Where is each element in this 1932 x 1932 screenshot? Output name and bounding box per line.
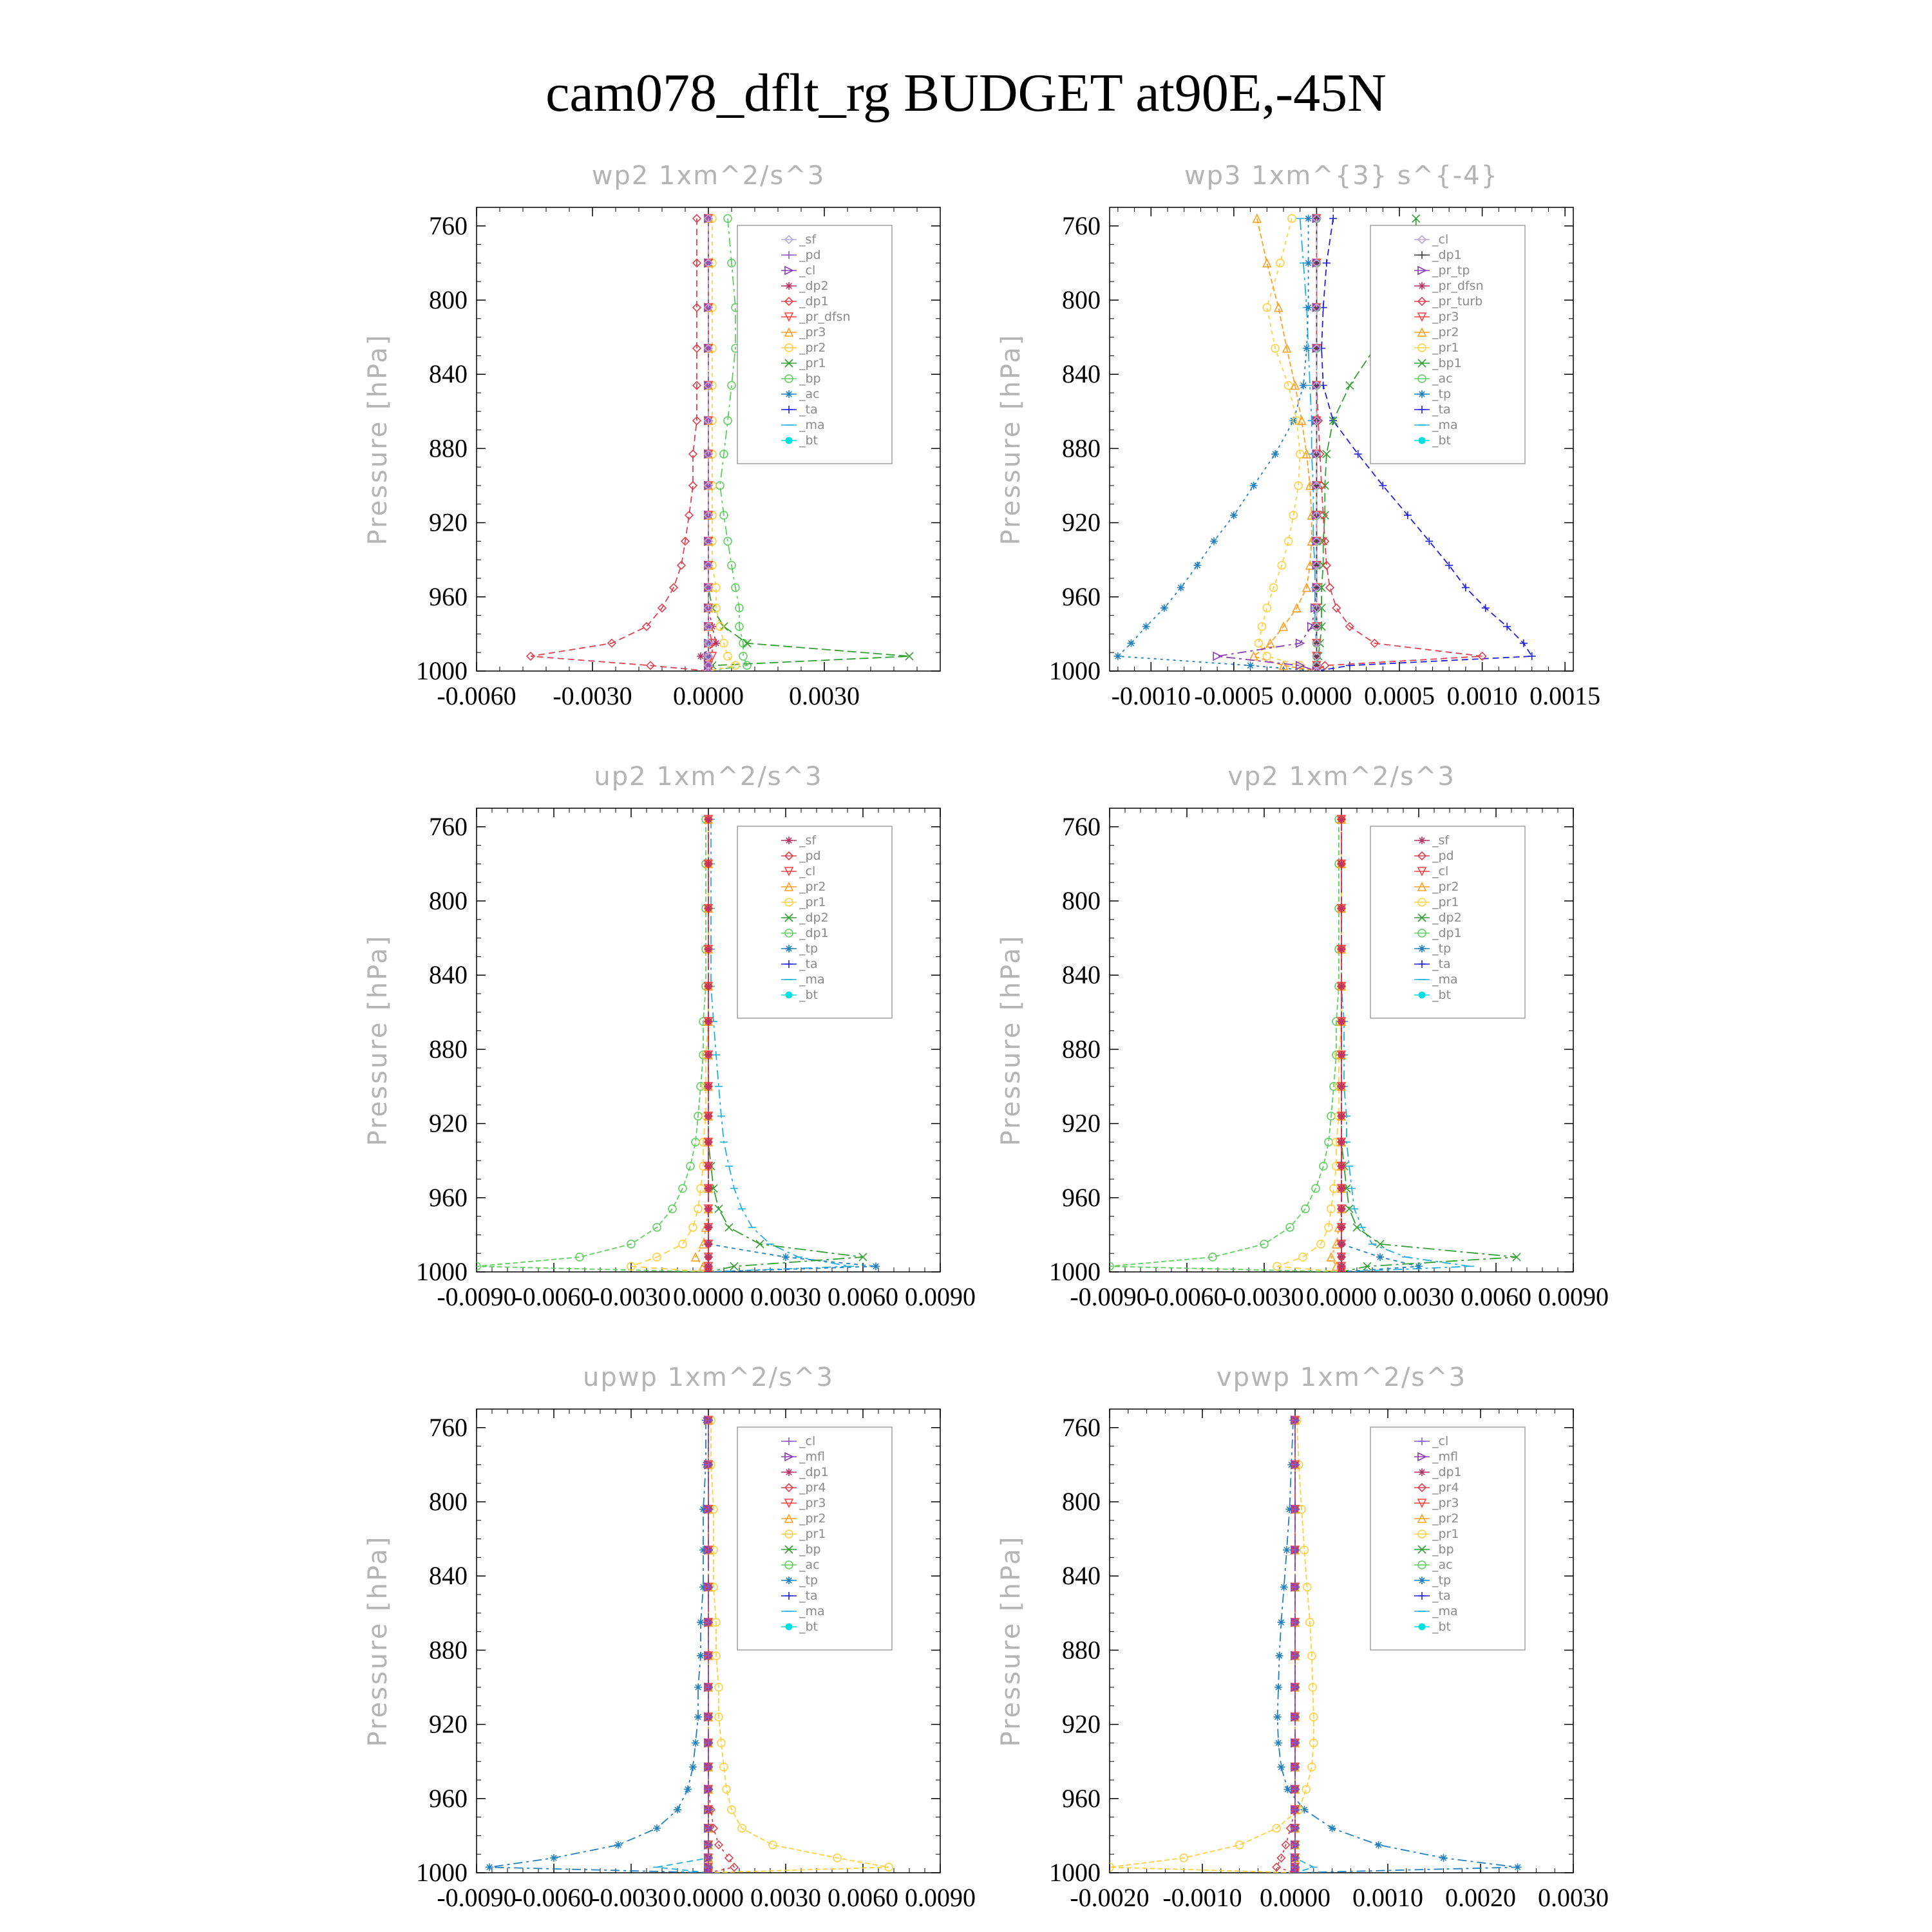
panel-title: wp3 1xm^{3} s^{-4} <box>1184 161 1499 191</box>
data-point <box>653 1824 661 1832</box>
y-tick-label: 880 <box>1062 1635 1101 1665</box>
legend-marker <box>785 282 793 290</box>
x-tick-label: -0.0060 <box>514 1282 594 1311</box>
data-point <box>1338 1162 1345 1170</box>
y-tick-label: 880 <box>429 1635 468 1665</box>
legend <box>1370 1427 1525 1650</box>
legend-label: _bt <box>799 988 819 1002</box>
legend-label: _cl <box>1432 1434 1449 1448</box>
legend-label: _dp1 <box>799 926 829 940</box>
y-tick-label: 1000 <box>1049 1858 1101 1887</box>
legend-marker <box>1418 390 1426 398</box>
legend-label: _ac <box>799 1558 820 1572</box>
data-point <box>1305 214 1312 222</box>
data-point <box>694 1683 702 1691</box>
legend-label: _bp <box>799 372 821 386</box>
y-tick-label: 880 <box>1062 1034 1101 1064</box>
legend-marker <box>785 837 793 844</box>
data-point <box>705 1184 712 1192</box>
legend-label: _pd <box>1432 849 1454 863</box>
y-tick-label: 840 <box>1062 960 1101 990</box>
data-point <box>1142 623 1150 630</box>
legend-label: _pr2 <box>799 880 826 894</box>
data-point <box>705 860 712 867</box>
x-tick-label: 0.0005 <box>1364 681 1435 710</box>
data-point <box>674 1806 681 1814</box>
legend-label: _pr4 <box>799 1481 826 1495</box>
x-tick-label: -0.0010 <box>1111 681 1191 710</box>
x-tick-label: -0.0030 <box>591 1883 671 1912</box>
x-tick-label: -0.0090 <box>437 1282 516 1311</box>
y-tick-label: 840 <box>1062 1561 1101 1591</box>
data-point <box>1338 1205 1345 1213</box>
legend-label: _pr1 <box>799 356 826 370</box>
y-tick-label: 1000 <box>1049 1257 1101 1286</box>
x-tick-label: 0.0015 <box>1530 681 1601 710</box>
legend-marker <box>1418 1577 1426 1584</box>
legend-label: _bp <box>799 1542 821 1557</box>
x-tick-label: -0.0030 <box>1224 1282 1304 1311</box>
legend-label: _pr1 <box>1432 1527 1459 1541</box>
y-tick-label: 800 <box>429 285 468 314</box>
legend-label: _pr3 <box>1432 1496 1459 1510</box>
legend-label: _ma <box>799 418 825 432</box>
x-tick-label: 0.0030 <box>1383 1282 1454 1311</box>
y-axis-label: Pressure [hPa] <box>363 333 393 545</box>
data-point <box>712 639 720 647</box>
y-tick-label: 880 <box>429 433 468 463</box>
data-point <box>1439 1854 1447 1862</box>
x-tick-label: 0.0000 <box>673 681 744 710</box>
data-point <box>1338 1138 1345 1146</box>
data-point <box>782 1253 790 1261</box>
y-tick-label: 1000 <box>416 1257 468 1286</box>
y-tick-label: 840 <box>429 1561 468 1591</box>
data-point <box>705 1205 712 1213</box>
legend <box>737 1427 892 1650</box>
y-tick-label: 920 <box>429 1108 468 1138</box>
legend-label: _pd <box>799 849 821 863</box>
y-tick-label: 920 <box>1062 507 1101 537</box>
data-point <box>1338 982 1345 990</box>
legend-label: _pr_tp <box>1432 263 1470 278</box>
data-point <box>705 1112 712 1120</box>
x-tick-label: 0.0010 <box>1446 681 1518 710</box>
legend-label: _ma <box>1432 1604 1458 1618</box>
data-point <box>1338 905 1345 913</box>
legend <box>1370 225 1525 464</box>
panel-title: vp2 1xm^2/s^3 <box>1227 762 1455 791</box>
data-point <box>1277 1618 1285 1626</box>
data-point <box>1277 1763 1285 1771</box>
y-axis-label: Pressure [hPa] <box>996 333 1026 545</box>
legend-label: _dp1 <box>799 1465 829 1479</box>
legend-label: _dp1 <box>1432 926 1462 940</box>
legend-label: _pr4 <box>1432 1481 1459 1495</box>
legend-label: _bp1 <box>1432 356 1462 370</box>
y-tick-label: 960 <box>1062 1783 1101 1813</box>
y-tick-label: 1000 <box>416 656 468 685</box>
legend-label: _pr2 <box>799 341 826 355</box>
legend-label: _pr2 <box>799 1511 826 1526</box>
x-tick-label: 0.0000 <box>1306 1282 1377 1311</box>
data-point <box>1114 652 1122 660</box>
data-point <box>1329 1824 1336 1832</box>
data-point <box>1338 945 1345 953</box>
y-tick-label: 960 <box>429 1783 468 1813</box>
legend-label: _sf <box>1432 833 1450 848</box>
legend-marker <box>786 437 793 444</box>
legend-marker <box>786 1624 793 1631</box>
x-tick-label: 0.0000 <box>1260 1883 1331 1912</box>
data-point <box>694 1713 702 1721</box>
data-point <box>705 1162 712 1170</box>
x-tick-label: -0.0010 <box>1162 1883 1242 1912</box>
legend-marker <box>786 992 793 999</box>
y-tick-label: 880 <box>429 1034 468 1064</box>
data-point <box>1274 1683 1282 1691</box>
x-tick-label: 0.0030 <box>1538 1883 1609 1912</box>
legend-label: _mfl <box>1432 1450 1458 1464</box>
legend-label: _pr_dfsn <box>1432 279 1484 293</box>
legend-label: _ta <box>1432 957 1451 971</box>
legend-label: _ma <box>1432 418 1458 432</box>
legend-label: _cl <box>799 263 816 278</box>
y-tick-label: 920 <box>429 507 468 537</box>
y-tick-label: 960 <box>1062 1182 1101 1212</box>
y-axis-label: Pressure [hPa] <box>363 1535 393 1747</box>
legend-marker <box>1418 1468 1426 1476</box>
x-tick-label: 0.0020 <box>1445 1883 1516 1912</box>
legend-label: _bt <box>799 433 819 448</box>
data-point <box>697 1618 705 1626</box>
legend-label: _tp <box>1432 387 1452 401</box>
data-point <box>614 1841 622 1849</box>
x-tick-label: 0.0030 <box>750 1282 821 1311</box>
legend-label: _bp <box>1432 1542 1454 1557</box>
y-tick-label: 1000 <box>416 1858 468 1887</box>
data-point <box>697 1652 705 1660</box>
y-axis-label: Pressure [hPa] <box>363 934 393 1146</box>
x-tick-label: 0.0000 <box>673 1883 744 1912</box>
legend-marker <box>1419 437 1426 444</box>
legend-marker <box>785 1468 793 1476</box>
legend-marker <box>785 1577 793 1584</box>
y-tick-label: 760 <box>429 211 468 240</box>
y-axis-label: Pressure [hPa] <box>996 1535 1026 1747</box>
legend-label: _dp1 <box>1432 1465 1462 1479</box>
legend-label: _cl <box>799 864 816 878</box>
legend-label: _bt <box>1432 988 1452 1002</box>
legend-label: _pr1 <box>1432 895 1459 909</box>
legend-label: _ta <box>1432 402 1451 417</box>
y-tick-label: 800 <box>1062 285 1101 314</box>
legend-label: _dp1 <box>1432 248 1462 262</box>
y-tick-label: 760 <box>429 1412 468 1442</box>
x-tick-label: 0.0090 <box>1538 1282 1609 1311</box>
legend-label: _pr3 <box>799 1496 826 1510</box>
legend-label: _ac <box>1432 1558 1453 1572</box>
legend-label: _tp <box>1432 942 1452 956</box>
y-tick-label: 800 <box>429 1487 468 1516</box>
y-tick-label: 920 <box>1062 1709 1101 1739</box>
y-axis-label: Pressure [hPa] <box>996 934 1026 1146</box>
data-point <box>1338 815 1345 823</box>
legend-label: _mfl <box>799 1450 825 1464</box>
data-point <box>1376 1253 1384 1261</box>
x-tick-label: 0.0030 <box>750 1883 821 1912</box>
legend-label: _ac <box>799 387 820 401</box>
legend-label: _ta <box>1432 1589 1451 1603</box>
y-tick-label: 960 <box>429 582 468 611</box>
x-tick-label: 0.0090 <box>905 1883 976 1912</box>
x-tick-label: -0.0060 <box>1147 1282 1227 1311</box>
y-tick-label: 1000 <box>1049 656 1101 685</box>
x-tick-label: -0.0060 <box>514 1883 594 1912</box>
data-point <box>705 815 712 823</box>
legend-label: _ta <box>799 402 818 417</box>
legend-marker <box>1418 945 1426 952</box>
legend <box>1370 826 1525 1018</box>
legend-label: _tp <box>1432 1573 1452 1587</box>
data-point <box>1127 639 1135 647</box>
data-point <box>1338 1184 1345 1192</box>
data-point <box>1160 604 1168 612</box>
legend-marker <box>1419 992 1426 999</box>
x-tick-label: -0.0060 <box>437 681 516 710</box>
legend-label: _ma <box>799 1604 825 1618</box>
data-point <box>1274 1739 1282 1747</box>
legend <box>737 225 892 464</box>
data-point <box>705 982 712 990</box>
legend-marker <box>1418 837 1426 844</box>
data-point <box>705 1138 712 1146</box>
y-tick-label: 760 <box>429 811 468 841</box>
x-tick-label: 0.0090 <box>905 1282 976 1311</box>
legend-label: _cl <box>1432 232 1449 247</box>
x-tick-label: -0.0090 <box>437 1883 516 1912</box>
data-point <box>1276 1652 1283 1660</box>
legend-label: _dp2 <box>799 279 829 293</box>
legend-marker <box>785 945 793 952</box>
legend-label: _pr2 <box>1432 325 1459 339</box>
data-point <box>1338 1112 1345 1120</box>
legend-label: _ma <box>799 972 825 987</box>
panel-title: wp2 1xm^2/s^3 <box>591 161 826 191</box>
y-tick-label: 960 <box>429 1182 468 1212</box>
data-point <box>1338 1224 1345 1231</box>
y-tick-label: 800 <box>1062 886 1101 915</box>
data-point <box>1338 1253 1345 1261</box>
x-tick-label: -0.0030 <box>553 681 632 710</box>
data-point <box>1283 1785 1291 1793</box>
y-tick-label: 760 <box>1062 811 1101 841</box>
data-point <box>705 1224 712 1231</box>
legend-label: _ac <box>1432 372 1453 386</box>
legend-label: _tp <box>799 1573 819 1587</box>
panel-title: up2 1xm^2/s^3 <box>594 762 823 791</box>
legend-label: _pr2 <box>1432 880 1459 894</box>
y-tick-label: 920 <box>429 1709 468 1739</box>
data-point <box>689 1763 697 1771</box>
legend-label: _tp <box>799 942 819 956</box>
data-point <box>1338 1051 1345 1059</box>
data-point <box>1338 860 1345 867</box>
legend-marker <box>1419 1624 1426 1631</box>
data-point <box>1250 482 1258 489</box>
data-point <box>1230 511 1238 519</box>
data-point <box>872 1262 880 1270</box>
x-tick-label: 0.0010 <box>1352 1883 1423 1912</box>
data-point <box>1247 661 1255 669</box>
legend-label: _ma <box>1432 972 1458 987</box>
legend-label: _ta <box>799 1589 818 1603</box>
y-tick-label: 840 <box>429 960 468 990</box>
data-point <box>550 1854 558 1862</box>
data-point <box>1375 1841 1383 1849</box>
data-point <box>1283 1546 1291 1554</box>
y-tick-label: 760 <box>1062 1412 1101 1442</box>
legend-label: _dp2 <box>1432 911 1462 925</box>
x-tick-label: -0.0090 <box>1070 1282 1150 1311</box>
data-point <box>697 652 705 660</box>
panel-title: vpwp 1xm^2/s^3 <box>1216 1363 1467 1392</box>
data-point <box>1280 1583 1288 1591</box>
legend-label: _dp2 <box>799 911 829 925</box>
y-tick-label: 920 <box>1062 1108 1101 1138</box>
y-tick-label: 840 <box>1062 359 1101 389</box>
data-point <box>1303 345 1311 352</box>
legend-label: _cl <box>1432 864 1449 878</box>
y-tick-label: 800 <box>1062 1487 1101 1516</box>
data-point <box>1338 1240 1345 1248</box>
legend <box>737 826 892 1018</box>
legend-label: _cl <box>799 1434 816 1448</box>
data-point <box>684 1785 692 1793</box>
y-tick-label: 840 <box>429 359 468 389</box>
y-tick-label: 800 <box>429 886 468 915</box>
x-tick-label: 0.0000 <box>673 1282 744 1311</box>
legend-label: _pr1 <box>799 895 826 909</box>
x-tick-label: 0.0030 <box>789 681 860 710</box>
legend-label: _pr1 <box>799 1527 826 1541</box>
legend-label: _pr3 <box>1432 310 1459 324</box>
data-point <box>705 1051 712 1059</box>
x-tick-label: -0.0020 <box>1070 1883 1150 1912</box>
data-point <box>1338 1018 1345 1025</box>
data-point <box>692 1739 699 1747</box>
legend-label: _ta <box>799 957 818 971</box>
y-tick-label: 760 <box>1062 211 1101 240</box>
x-tick-label: -0.0030 <box>591 1282 671 1311</box>
x-tick-label: 0.0060 <box>828 1883 898 1912</box>
data-point <box>705 1018 712 1025</box>
legend-label: _bt <box>799 1620 819 1634</box>
data-point <box>486 1863 493 1871</box>
x-tick-label: 0.0060 <box>1461 1282 1531 1311</box>
y-tick-label: 960 <box>1062 582 1101 611</box>
data-point <box>705 905 712 913</box>
legend-marker <box>785 390 793 398</box>
x-tick-label: 0.0000 <box>1281 681 1352 710</box>
legend-label: _pr_turb <box>1432 294 1483 308</box>
panel-title: upwp 1xm^2/s^3 <box>583 1363 834 1392</box>
data-point <box>705 1083 712 1090</box>
data-point <box>1514 1863 1522 1871</box>
data-point <box>705 1253 712 1261</box>
legend-label: _sf <box>799 232 817 247</box>
data-point <box>1274 1713 1282 1721</box>
y-tick-label: 880 <box>1062 433 1101 463</box>
legend-label: _pr1 <box>1432 341 1459 355</box>
legend-label: _pr_dfsn <box>799 310 851 324</box>
data-point <box>705 945 712 953</box>
legend-label: _dp1 <box>799 294 829 308</box>
legend-label: _bt <box>1432 1620 1452 1634</box>
data-point <box>705 1240 712 1248</box>
data-point <box>1338 1083 1345 1090</box>
legend-marker <box>1418 282 1426 290</box>
figure-title: cam078_dflt_rg BUDGET at90E,-45N <box>545 63 1387 123</box>
x-tick-label: 0.0060 <box>828 1282 898 1311</box>
x-tick-label: -0.0005 <box>1194 681 1274 710</box>
legend-label: _sf <box>799 833 817 848</box>
legend-label: _bt <box>1432 433 1452 448</box>
legend-label: _pr3 <box>799 325 826 339</box>
legend-label: _pd <box>799 248 821 262</box>
legend-label: _pr2 <box>1432 1511 1459 1526</box>
